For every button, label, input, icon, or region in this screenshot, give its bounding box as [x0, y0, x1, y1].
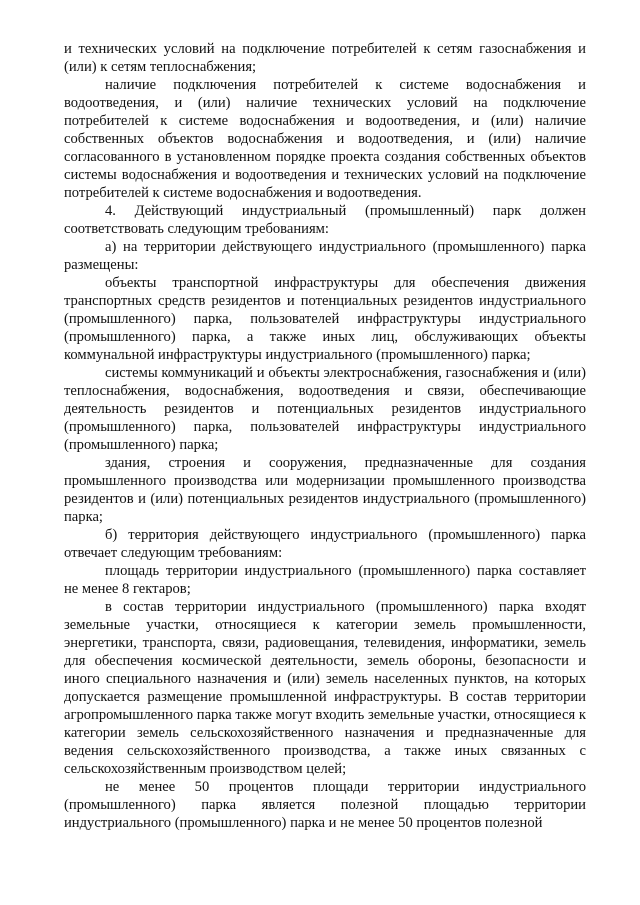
- paragraph-subitem-b: б) территория действующего индустриального (промышленного) парка отвечает следующим требованиям:: [64, 527, 586, 561]
- paragraph-area-requirement: площадь территории индустриального (промышленного) парка составляет не менее 8 гектаров;: [64, 563, 586, 597]
- paragraph-land-categories: в состав территории индустриального (промышленного) парка входят земельные участки, относящиеся к категории земель промышленности, энергетики, транспорта, связи, радиовещания, телевидения, информатики, земель для обеспечения космической деятельности, земель обороны, безопасности и иного специального назначения и (или) земель населенных пунктов, на которых допускается размещение промышленной инфраструктуры. В состав территории агропромышленного парка также могут входить земельные участки, относящиеся к категории земель сельскохозяйственного назначения и предназначенные для ведения сельскохозяйственного производства, а также иных связанных с сельскохозяйственным производством целей;: [64, 599, 586, 777]
- paragraph-subitem-a: а) на территории действующего индустриального (промышленного) парка размещены:: [64, 239, 586, 273]
- paragraph-useful-area: не менее 50 процентов площади территории индустриального (промышленного) парка является полезной площадью территории индустриального (промышленного) парка и не менее 50 процентов полезной: [64, 779, 586, 831]
- paragraph-transport-infrastructure: объекты транспортной инфраструктуры для обеспечения движения транспортных средств резидентов и потенциальных резидентов индустриального (промышленного) парка, пользователей инфраструктуры индустриального (промышленного) парка, а также иных лиц, обслуживающих объекты коммунальной инфраструктуры индустриального (промышленного) парка;: [64, 275, 586, 363]
- paragraph-gas-heat-conditions: и технических условий на подключение потребителей к сетям газоснабжения и (или) к сетям теплоснабжения;: [64, 41, 586, 75]
- document-page: [64, 40, 586, 832]
- paragraph-water-supply: наличие подключения потребителей к системе водоснабжения и водоотведения, и (или) наличие технических условий на подключение потребителей к системе водоснабжения и водоотведения, и (или) наличие собственных объектов водоснабжения и водоотведения, и (или) наличие согласованного в установленном порядке проекта создания собственных объектов системы водоснабжения и водоотведения и технических условий на подключение потребителей к системе водоснабжения и водоотведения.: [64, 77, 586, 201]
- paragraph-communication-systems: системы коммуникаций и объекты электроснабжения, газоснабжения и (или) теплоснабжения, водоснабжения, водоотведения и связи, обеспечивающие деятельность резидентов и потенциальных резидентов индустриального (промышленного) парка, пользователей инфраструктуры индустриального (промышленного) парка;: [64, 365, 586, 453]
- paragraph-item-4: 4. Действующий индустриальный (промышленный) парк должен соответствовать следующим требованиям:: [64, 203, 586, 237]
- paragraph-buildings: здания, строения и сооружения, предназначенные для создания промышленного производства или модернизации промышленного производства резидентов и (или) потенциальных резидентов индустриального (промышленного) парка;: [64, 455, 586, 525]
